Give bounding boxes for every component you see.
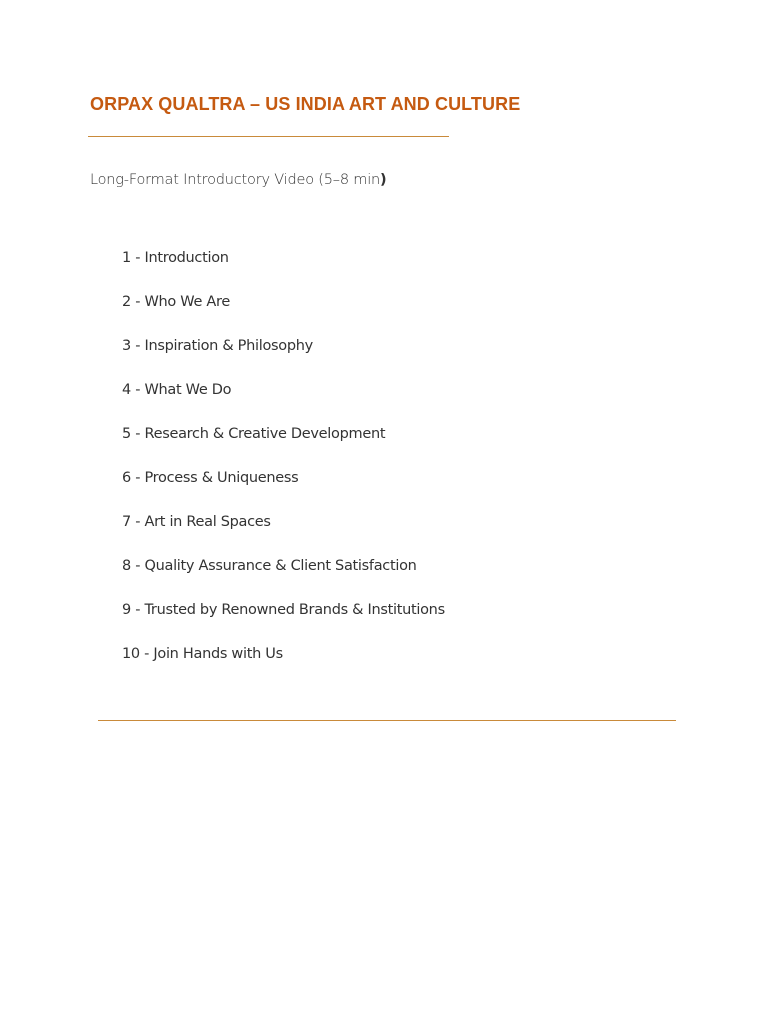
outline-item: 9 - Trusted by Renowned Brands & Institutions [122,602,445,618]
outline-item: 5 - Research & Creative Development [122,426,386,442]
outline-item: 7 - Art in Real Spaces [122,514,271,530]
document-subtitle [90,172,386,188]
subtitle-closing-paren: ) [380,172,387,188]
subtitle-text: Long-Format Introductory Video (5–8 min [90,172,381,188]
outline-item: 6 - Process & Uniqueness [122,470,299,486]
bottom-divider [98,720,676,721]
outline-item: 10 - Join Hands with Us [122,646,283,662]
outline-item: 2 - Who We Are [122,294,230,310]
document-title: ORPAX QUALTRA – US INDIA ART AND CULTURE [90,94,521,114]
outline-item: 4 - What We Do [122,382,232,398]
outline-list [122,246,445,686]
outline-item: 1 - Introduction [122,250,229,266]
title-divider [88,136,449,137]
outline-item: 8 - Quality Assurance & Client Satisfaction [122,558,417,574]
outline-item: 3 - Inspiration & Philosophy [122,338,313,354]
